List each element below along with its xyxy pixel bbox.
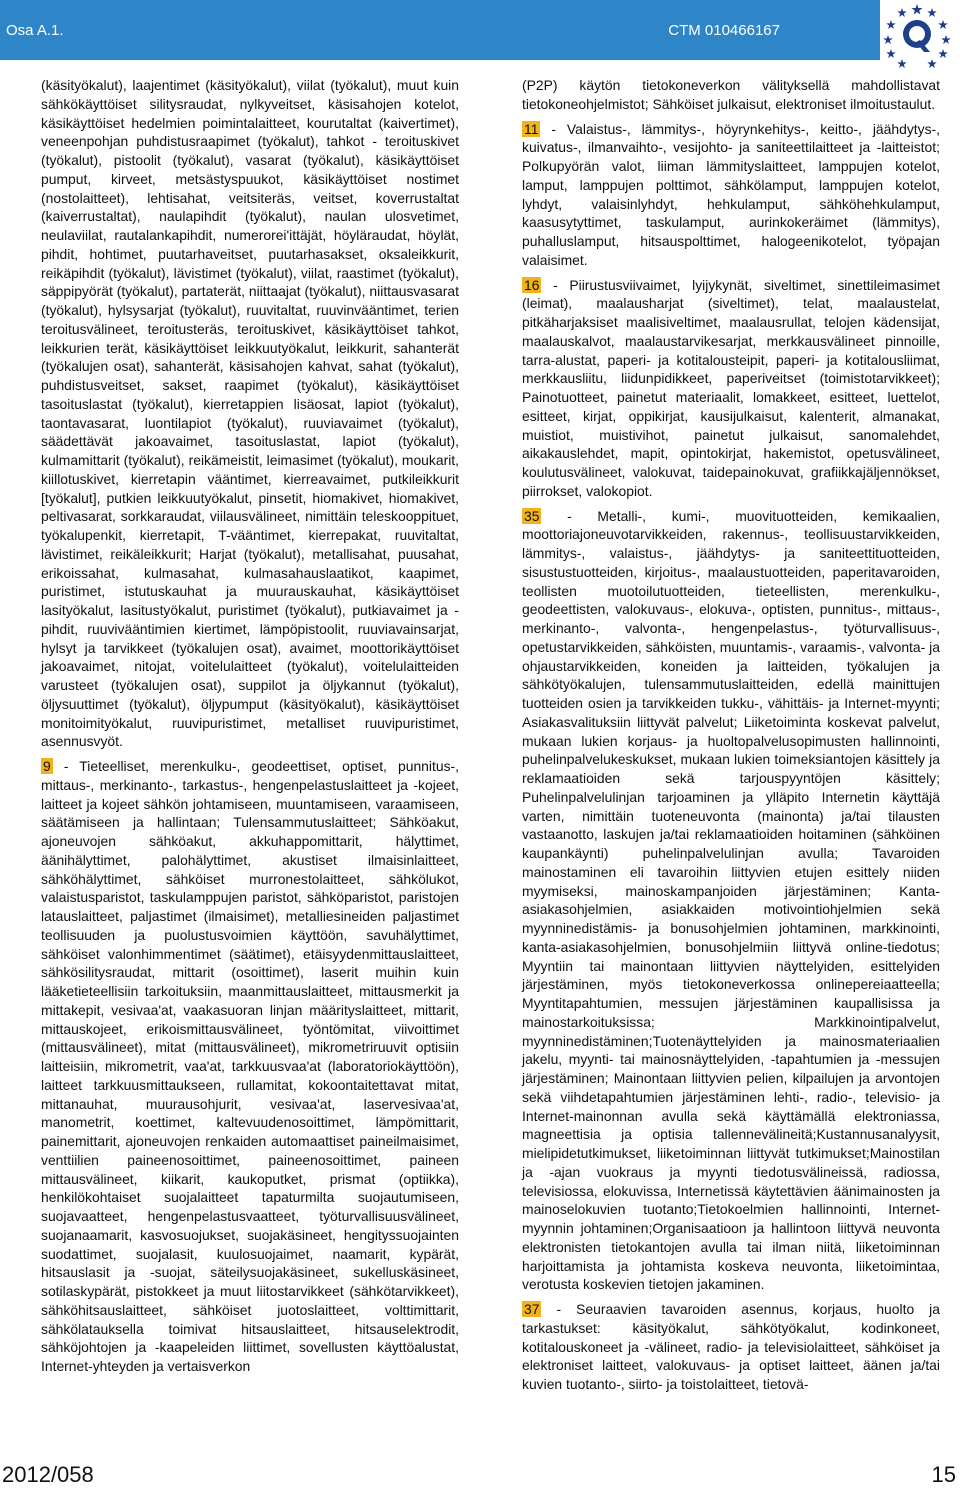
class-entry-text: - Piirustusviivaimet, lyijykynät, siveltimet, sinettileimasimet (leimat), maalausharjat (siveltimet), telat, maalaustelat, pitkäharjaksiset maalisiveltimet, maalausrullat, telojen kädensijat, maalauskalvot, maalaustarvikesarjat, merkkausvälineet pinnoille, tarra-alustat, paperi- ja kotitalousteipit, paperi- ja kotitalousliimat, merkkausliitu, liidunpidikkeet, paperiveitset (toimistotarvikkeet); Painotuotteet, painetut materiaalit, lomakkeet, esitteet, luettelot, esitteet, kirjat, oppikirjat, kausijulkaisut, kalenterit, almanakat, muistiot, muistivihot, painetut julkaisut, sanomalehdet, aikakauslehdet, mapit, opintokirjat, hakemistot, opetusvälineet, koulutusvälineet, valokuvat, taidepainokuvat, grafiikkajäljennökset, piirrokset, valokopiot. (522, 276, 941, 499)
class-entry-16 (522, 276, 940, 501)
page-number: 15 (931, 1462, 956, 1487)
right-column (522, 76, 940, 1394)
issue-number: 2012/058 (2, 1462, 94, 1487)
eu-stars-trademark-emblem-icon (880, 2, 954, 68)
class-number-badge: 9 (43, 758, 51, 774)
class-entry-text: - Tieteelliset, merenkulku-, geodeettiset, optiset, punnitus-, mittaus-, merkinanto-, tarkastus-, hengenpelastuslaitteet ja -kojeet, laitteet ja kojeet sähkön johtamiseen, muuntamiseen, varaamiseen, säätämiseen ja hallintaan; Tulensammutuslaitteet; Sähköakut, ajoneuvojen sähköakut, akkuhappomittarit, hälyttimet, äänihälyttimet, palohälyttimet, akustiset ilmaisinlaitteet, sähköhälyttimet, sähköiset murronestolaitteet, sähkölukot, valaistusparistot, taskulamppujen paristot, sähköparistot, paristojen latauslaitteet, paljastimet (ilmaisimet), metalliesineiden paljastimet teollisuuden ja puolustusvoimien käyttöön, savuhälyttimet, sähköiset valonhimmentimet (säätimet), etäisyydenmittauslaitteet, sähkösilitysraudat, mittarit (osoittimet), laserit muihin kuin lääketieteellisiin tarkoituksiin, maanmittauslaitteet, mittausmerkit ja mittakepit, vesivaa'at, vaakasuoran linjan määrityslaitteet, mittarit, mittauskojeet, erikoismittausvälineet, työntömitat, viivoittimet (mittausvälineet), mitat (mittausvälineet), mikrometriruuvit optisiin laitteisiin, mikrometrit, vaa'at, tarkkuusvaa'at (laboratoriokäyttöön), laitteet tarkkuusmittaukseen, rullamitat, kokoontaitettavat mitat, mittanauhat, muurausohjurit, vesivaa'at, laservesivaa'at, manometrit, koettimet, kaltevuudenosoittimet, lämpömittarit, painemittarit, ajoneuvojen renkaiden automaattiset paineilmaisimet, venttiilien paineenosoittimet, paineenosoittimet, paineen mittausvälineet, kiikarit, kaukoputket, prismat (optiikka), henkilökohtaiset suojalaitteet tapaturmilta suojautumiseen, suojavaatteet, hengenpelastusvaatteet, työturvallisuusvälineet, suojanaamarit, kasvosuojukset, suojakäsineet, hengityssuojainten suodattimet, suojalasit, kuulosuojaimet, naamarit, kypärät, hitsauslasit ja -suojat, säteilysuojakäsineet, sukelluskäsineet, sotilaskypärät, pistokkeet ja muut liitostarvikkeet (sähkötarvikkeet), sähköhitsauslaitteet, sähköiset juotoslaitteet, volttimittarit, sähkölatauksella toimivat hitsauslaitteet, hitsauselektrodit, sähköjohtojen ja -kaapeleiden liittimet, sovellusten käyttöalustat, Internet-yhteyden ja vertaisverkon (41, 758, 460, 1374)
class-entry-text: - Valaistus-, lämmitys-, höyrynkehitys-, keitto-, jäähdytys-, kuivatus-, ilmanvaihto-, vesijohto- ja saniteettilaitteet ja -laitteistot; Polkupyörän valot, liiman lämmityslaitteet, lamppujen kotelot, lamput, lamppujen polttimot, sähkölamput, lamppujen kotelot, lyhdyt, valaisinlyhdyt, hehkulamput, sähköhehkulamput, kaasusytyttimet, taskulamput, aurinkokeräimet (lämmitys), puhalluslamput, hitsauspolttimet, halogeenikotelot, työpajan valaisimet. (522, 120, 940, 268)
class-number-badge: 37 (524, 1301, 540, 1317)
left-column (41, 76, 459, 1376)
class-entry-11 (522, 120, 940, 270)
class-entry-35 (522, 507, 940, 1295)
document-id: CTM 010466167 (668, 22, 780, 39)
section-label: Osa A.1. (6, 22, 64, 39)
class-entry-9 (41, 757, 459, 1376)
class-entry-text: - Metalli-, kumi-, muovituotteiden, kemikaalien, moottoriajoneuvotarvikkeiden, rakennus-, teollisuustarvikkeiden, lämmitys-, valaistus-, jäähdytys- ja saniteettituotteiden, sisustustuotteiden, kirjoitus-, maalaustuotteiden, paperitavaroiden, teollisten muotoilutuotteiden, tieteellisten, merenkulku-, geodeettisten, valokuvaus-, elokuva-, optisten, punnitus-, mittaus-, merkinanto-, valvonta-, hengenpelastus-, työturvallisuus-, opetustarvikkeiden, sähköisten, muuntamis-, varaamis-, valvonta- ja ohjaustarvikkeiden, koneiden ja laitteiden, työkalujen ja sähkötyökalujen, tulensammutuslaitteiden, edellä mainittujen tuotteiden osien ja tarvikkeiden tukku-, vähittäis- ja Internet-myynti; Asiakasvalituksiin liittyvät palvelut; Liiketoiminta koskevat palvelut, mukaan lukien korjaus- ja huoltopalvelusopimusten hallinnointi, puhelinpalvelukeskukset, mukaan lukien toimeksiantojen käsittely ja reklamaatioiden sekä tarjouspyyntöjen käsittely; Puhelinpalvelulinjan tarjoaminen ja ylläpito Internetin käyttäjä varten, nimittäin tuoteneuvonta (mainonta) ja/tai tilausten vastaanotto, laskujen ja/tai reklamaatioiden hoitaminen (sähköinen kaupankäynti) puhelinpalvelulinjan avulla; Tavaroiden mainostaminen eli tavaroihin liittyvien etujen esittely niiden myymiseksi, mainoskampanjoiden järjestäminen; Kanta-asiakasohjelmien, asiakkaiden motivointiohjelmien sekä myynninedistämis- ja bonusohjelmien johtaminen, markkinointi, kanta-asiakasohjelmien, bonusohjelmiin liittyvä online-tiedotus; Myyntiin tai mainontaan liittyvien näyttelyiden, esittelyiden järjestäminen, myös tietokoneverkossa onlinepereiaatteella; Myyntitapahtumien, messujen järjestäminen kaupallisissa ja mainostarkoituksissa; Markkinointipalvelut, myynninedistäminen;Tuotenäyttelyiden ja mainosmateriaalien jakelu, myynti- tai mainosnäyttelyiden, -tapahtumien ja -messujen järjestäminen; Mainontaan liittyvien pelien, kilpailujen ja arvontojen sekä viihdetapahtumien järjestäminen lehti-, radio-, televisio- ja Internet-mainonnan avulla sekä käyttämällä elektroniassa, magneettisia ja optisia tallennevälineitä;Kustannusanalyysit, mielipidetutkimukset, liiketoiminnan liittyvät tutkimukset;Mainostilan ja -ajan vuokraus ja myynti tiedotusvälineissä, radiossa, televisiossa, elokuvissa, Internetissä käytettävien äänimainosten ja mainoselokuvien tuotanto;Tietokoelmien hallinnointi, Internet-myynnin johtaminen;Organisaatioon ja hallintoon liittyvä neuvonta elektronisten tietokantojen avulla tai ilman niitä, liiketoiminnan harjoittamista ja johtamista koskeva neuvonta, liiketoimintaa, verotusta koskevien tietojen jakaminen. (522, 507, 940, 1293)
left-column-intro: (käsityökalut), laajentimet (käsityökalut), viilat (työkalut), muut kuin sähkökäyttöiset silitysraudat, nylkyveitset, käsisahojen kotelot, käsikäyttöiset hedelmien poimintalaitteet, kourutaltat (kaivertimet), veneenpohjan puhdistusraapimet (työkalut), tahkot - teroituskivet (työkalut), pistoolit (työkalut), vasarat (työkalut), käsikäyttöiset pumput, kirveet, metsästyspuukot, käsikäyttöiset nostimet (nostolaitteet), lehtisahat, veitsiteräs, veitset, koverrustaltat (kaiverrustaltat), naulapihdit (työkalut), naulan ulosvetimet, neulaviilat, rautalankapihdit, numerorei'ittäjät, höyläraudat, höylät, pihdit, hohtimet, puutarhaveitset, puutarhasakset, oksaleikkurit, reikäpihdit (työkalut), lävistimet (työkalut), viilat, raastimet (työkalut), säppipyörät (työkalut), partaterät, niittaajat (työkalut), niittausvasarat (työkalut), hylsysarjat (työkalut), ruuvitaltat, ruuvinvääntimet, terien teroitusvälineet, teroitusteräs, teroituskivet, käsikäyttöiset tahkot, leikkurien terät, käsikäyttöiset leikkuutyökalut, leikkurit, sahanterät (työkalujen osat), sahanterät, käsisahojen kahvat, sahat (työkalut), puhdistusveitset, sakset, raapimet (työkalut), käsikäyttöiset tasoituslastat (työkalut), kierretappien lisäosat, lapiot (työkalut), taontavasarat, luontilapiot (työkalut), ruuviavaimet (työkalut), säädettävät jakoavaimet, tasoituslastat, lapiot (työkalut), kulmamittarit (työkalut), reikämeistit, leimasimet (työkalut), moukarit, kiillotuskivet, kierretapin vääntimet, kierreavaimet, putkileikkurit [työkalut], putkien leikkuutyökalut, pinsetit, hiomakivet, hiomakivet, peltivasarat, sorkkaraudat, viilausvälineet, nimittäin teleskooppituet, työkalupenkit, kierretapit, T-vääntimet, kierrepakat, ruuvitaltat, lävistimet, reikäleikkurit; Harjat (työkalut), metallisahat, puusahat, erikoissahat, kulmasahat, kulmasahauslaatikot, kaapimet, puristimet, istutuskauhat ja muurauskauhat, käsikäyttöiset lasityökalut, lasitustyökalut, puristimet (työkalut), putkiavaimet ja -pihdit, ruuvivääntimien kiertimet, lämpöpistoolit, ruuviavainsarjat, hylsyt ja tarvikkeet (työkalujen osat), avaimet, moottorikäyttöiset jakoavaimet, nitojat, voitelulaitteet (työkalut), voitelulaitteiden varusteet (työkalujen osat), suppilot ja öljykannut (työkalut), öljysuuttimet (työkalut), öljypumput (käsityökalut), käsikäyttöiset monitoimityökalut, ruuvipuristimet, metalliset ruuvipuristimet, asennusvyöt. (41, 77, 459, 750)
header-band (0, 0, 880, 60)
class-entry-text: - Seuraavien tavaroiden asennus, korjaus, huolto ja tarkastukset: käsityökalut, sähkötyökalut, kodinkoneet, kotitalouskoneet ja -välineet, radio- ja televisiolaitteet, sähköiset ja elektroniset laitteet, valokuvaus- ja optiset laitteet, äänen ja/tai kuvien tuotanto-, siirto- ja toistolaitteet, tietovä- (522, 1301, 940, 1392)
class-number-badge: 16 (524, 276, 540, 293)
right-column-intro: (P2P) käytön tietokoneverkon välityksellä mahdollistavat tietokoneohjelmistot; Sähköiset julkaisut, elektroniset ilmoitustaulut. (522, 77, 940, 112)
class-number-badge: 35 (524, 507, 540, 524)
class-number-badge: 11 (524, 120, 539, 137)
class-entry-37 (522, 1300, 940, 1394)
page-header (0, 0, 960, 60)
